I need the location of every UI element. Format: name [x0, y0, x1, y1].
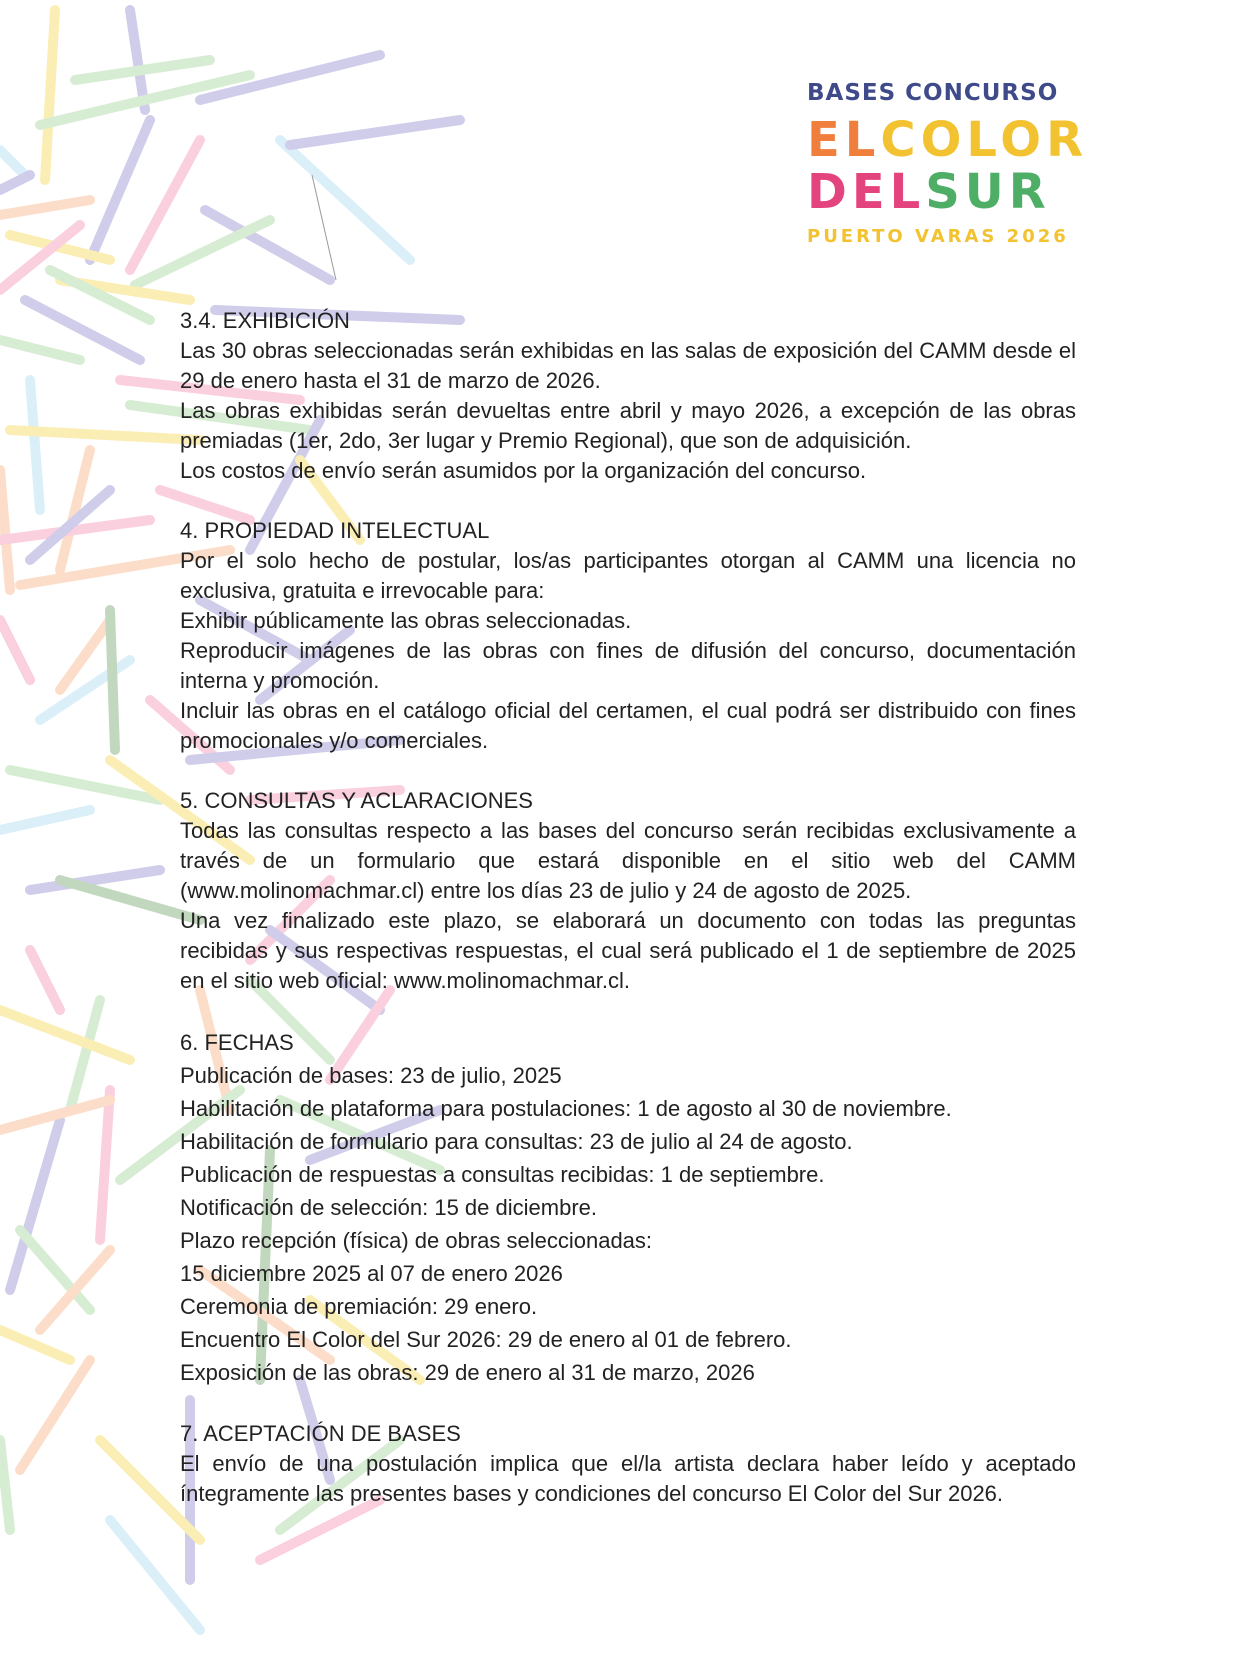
contest-logo [807, 80, 1089, 247]
date-item: Exposición de las obras: 29 de enero al 31 de marzo, 2026 [180, 1360, 755, 1385]
logo-line-el-color [807, 112, 1089, 168]
section-consultas [180, 786, 1076, 996]
section-heading: 5. CONSULTAS Y ACLARACIONES [180, 788, 533, 813]
date-item: Ceremonia de premiación: 29 enero. [180, 1294, 538, 1319]
section-heading: 4. PROPIEDAD INTELECTUAL [180, 518, 490, 543]
logo-word-sur: SUR [925, 164, 1051, 220]
logo-word-del: DEL [807, 164, 926, 220]
paragraph: Los costos de envío serán asumidos por la organización del concurso. [180, 458, 867, 483]
date-item: Notificación de selección: 15 de diciembre. [180, 1195, 598, 1220]
date-item: Publicación de bases: 23 de julio, 2025 [180, 1063, 562, 1088]
date-item: Encuentro El Color del Sur 2026: 29 de enero al 01 de febrero. [180, 1327, 792, 1352]
paragraph: Las obras exhibidas serán devueltas entre abril y mayo 2026, a excepción de las obras premiadas (1er, 2do, 3er lugar y Premio Regional), que son de adquisición. [180, 398, 1076, 453]
section-propiedad-intelectual [180, 516, 1076, 756]
date-item: Publicación de respuestas a consultas recibidas: 1 de septiembre. [180, 1162, 825, 1187]
paragraph: Las 30 obras seleccionadas serán exhibidas en las salas de exposición del CAMM desde el 29 de enero hasta el 31 de marzo de 2026. [180, 338, 1076, 393]
date-item: Plazo recepción (física) de obras seleccionadas: [180, 1228, 653, 1253]
section-heading: 6. FECHAS [180, 1030, 294, 1055]
logo-puerto-varas: PUERTO VARAS 2026 [807, 226, 1069, 247]
paragraph: Reproducir imágenes de las obras con fines de difusión del concurso, documentación interna y promoción. [180, 638, 1076, 693]
logo-word-el: EL [807, 112, 881, 168]
paragraph: Por el solo hecho de postular, los/as participantes otorgan al CAMM una licencia no exclusiva, gratuita e irrevocable para: [180, 548, 1076, 603]
section-fechas [180, 1026, 1076, 1389]
section-exhibicion [180, 306, 1076, 486]
logo-line-del-sur [807, 166, 1077, 218]
logo-word-color: COLOR [880, 112, 1089, 168]
paragraph: Todas las consultas respecto a las bases del concurso serán recibidas exclusivamente a través de un formulario que estará disponible en el sitio web del CAMM (www.molinomachmar.cl) entre los días 23 de julio y 24 de agosto de 2025. [180, 818, 1076, 903]
paragraph: Incluir las obras en el catálogo oficial del certamen, el cual podrá ser distribuido con fines promocionales y/o comerciales. [180, 698, 1076, 753]
paragraph: El envío de una postulación implica que el/la artista declara haber leído y aceptado íntegramente las presentes bases y condiciones del concurso El Color del Sur 2026. [180, 1451, 1076, 1506]
paragraph: Exhibir públicamente las obras seleccionadas. [180, 608, 632, 633]
logo-bases-concurso: BASES CONCURSO [807, 80, 1059, 106]
document-body [180, 306, 1076, 1539]
paragraph: Una vez finalizado este plazo, se elaborará un documento con todas las preguntas recibidas y sus respectivas respuestas, el cual será publicado el 1 de septiembre de 2025 en el sitio web oficial: www.molinomachmar.cl. [180, 908, 1076, 993]
section-heading: 3.4. EXHIBICIÓN [180, 308, 350, 333]
date-item: Habilitación de formulario para consultas: 23 de julio al 24 de agosto. [180, 1129, 853, 1154]
date-item: 15 diciembre 2025 al 07 de enero 2026 [180, 1261, 563, 1286]
section-aceptacion [180, 1419, 1076, 1509]
date-item: Habilitación de plataforma para postulaciones: 1 de agosto al 30 de noviembre. [180, 1096, 952, 1121]
section-heading: 7. ACEPTACIÓN DE BASES [180, 1421, 461, 1446]
